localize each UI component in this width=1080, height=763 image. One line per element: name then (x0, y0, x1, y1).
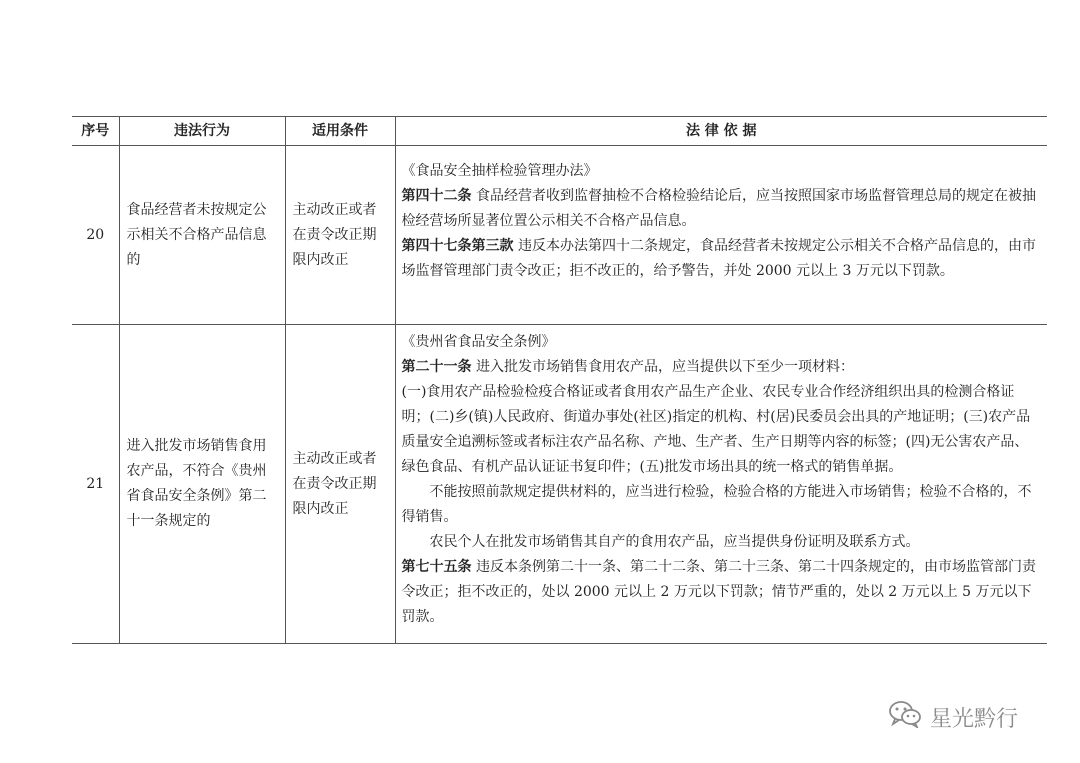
article-paragraph: 农民个人在批发市场销售其自产的食用农产品，应当提供身份证明及联系方式。 (429, 534, 920, 550)
article-number: 第四十二条 (401, 188, 472, 204)
article-paragraph (402, 555, 1040, 630)
violation-cell: 食品经营者未按规定公示相关不合格产品信息的 (119, 146, 285, 325)
article-text: 进入批发市场销售食用农产品，应当提供以下至少一项材料： (471, 359, 854, 375)
article-paragraph (402, 234, 1040, 284)
article-number: 第二十一条 (401, 359, 472, 375)
article-number: 第四十七条第三款 (401, 238, 514, 254)
table-row (72, 325, 1047, 644)
col-header-no: 序号 (72, 117, 119, 146)
article-paragraph (402, 355, 1040, 380)
legal-basis-cell (395, 146, 1047, 325)
condition-cell: 主动改正或者在责令改正期限内改正 (285, 146, 395, 325)
watermark-text: 星光黔行 (930, 706, 1019, 732)
article-text: 食品经营者收到监督抽检不合格检验结论后，应当按照国家市场监督管理总局的规定在被抽检经营场所显著位置公示相关不合格产品信息。 (401, 188, 1036, 229)
violation-cell: 进入批发市场销售食用农产品，不符合《贵州省食品安全条例》第二十一条规定的 (119, 325, 285, 644)
condition-cell: 主动改正或者在责令改正期限内改正 (285, 325, 395, 644)
col-header-basis: 法 律 依 据 (395, 117, 1047, 146)
col-header-violation: 违法行为 (119, 117, 285, 146)
article-paragraph (402, 184, 1040, 234)
law-title: 《食品安全抽样检验管理办法》 (401, 163, 598, 179)
article-paragraph: (一)食用农产品检验检疫合格证或者食用农产品生产企业、农民专业合作经济组织出具的检测合格证明；(二)乡(镇)人民政府、街道办事处(社区)指定的机构、村(居)民委员会出具的产地证明；(三)农产品质量安全追溯标签或者标注农产品名称、产地、生产者、生产日期等内容的标签；(四)无公害农产品、绿色食品、有机产品认证证书复印件；(五)批发市场出具的统一格式的销售单据。 (401, 384, 1031, 475)
table-row (72, 146, 1047, 325)
table-header-row (72, 117, 1047, 146)
article-paragraph: 不能按照前款规定提供材料的，应当进行检验，检验合格的方能进入市场销售；检验不合格的，不得销售。 (401, 484, 1032, 525)
article-text: 违反本条例第二十一条、第二十二条、第二十三条、第二十四条规定的，由市场监管部门责令改正；拒不改正的，处以 2000 元以上 2 万元以下罚款；情节严重的，处以 2 万元以上 5 万元以下罚款。 (401, 559, 1036, 625)
watermark (888, 700, 1018, 734)
row-number: 20 (72, 146, 119, 325)
row-number: 21 (72, 325, 119, 644)
law-table (72, 116, 1047, 644)
article-number: 第七十五条 (401, 559, 472, 575)
col-header-condition: 适用条件 (285, 117, 395, 146)
article-text: 违反本办法第四十二条规定，食品经营者未按规定公示相关不合格产品信息的，由市场监督管理部门责令改正；拒不改正的，给予警告，并处 2000 元以上 3 万元以下罚款。 (401, 238, 1036, 279)
wechat-icon (888, 700, 930, 734)
law-title: 《贵州省食品安全条例》 (401, 334, 556, 350)
legal-basis-cell (395, 325, 1047, 644)
